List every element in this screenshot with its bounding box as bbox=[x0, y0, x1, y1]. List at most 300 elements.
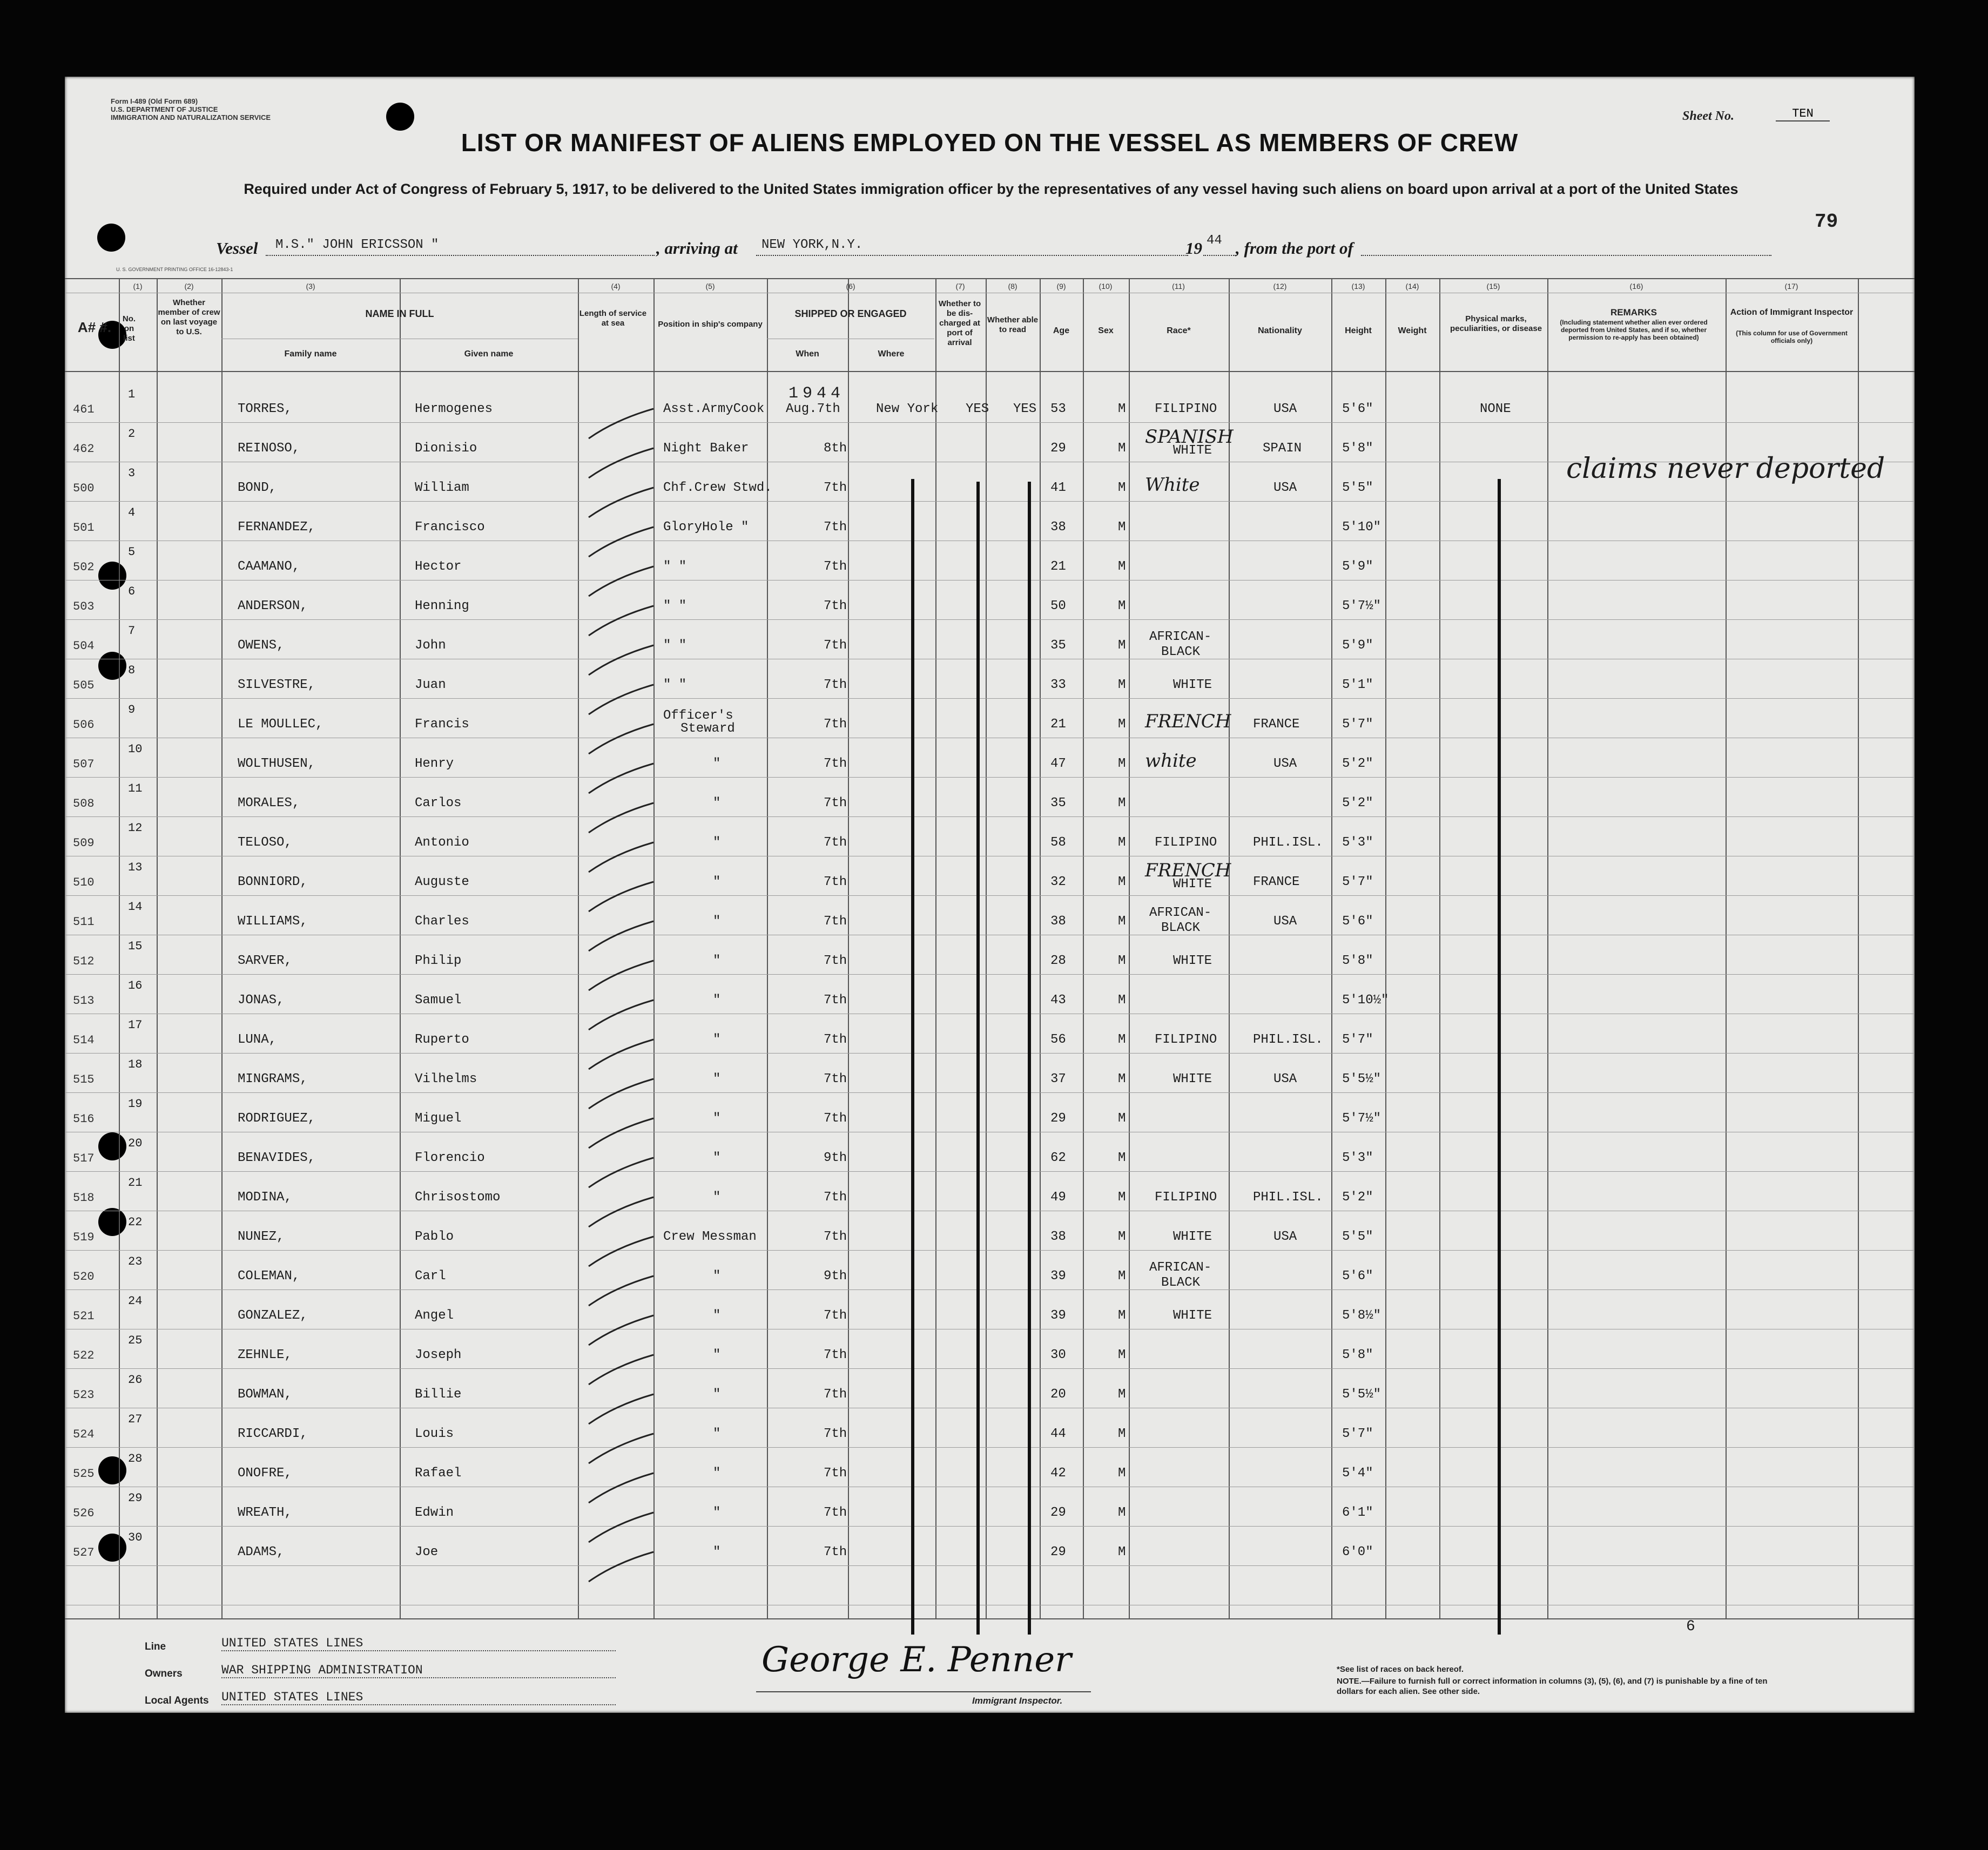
arriving-label: , arriving at bbox=[656, 239, 738, 258]
row-able-read: YES bbox=[1013, 402, 1037, 416]
row-height: 5'5½" bbox=[1342, 1387, 1382, 1402]
row-list-number: 21 bbox=[128, 1176, 143, 1190]
row-when: 7th bbox=[824, 599, 847, 613]
row-when: 7th bbox=[824, 678, 847, 692]
row-sex: M bbox=[1118, 1545, 1126, 1559]
row-when: 7th bbox=[824, 1427, 847, 1441]
row-age: 44 bbox=[1050, 1427, 1066, 1441]
row-position: " bbox=[713, 1151, 721, 1165]
row-list-number: 16 bbox=[128, 979, 143, 992]
row-height: 5'3" bbox=[1342, 835, 1373, 850]
row-family-name: RODRIGUEZ, bbox=[238, 1111, 316, 1126]
row-nationality: SPAIN bbox=[1263, 441, 1302, 456]
row-list-number: 4 bbox=[128, 506, 136, 519]
row-sex: M bbox=[1118, 1505, 1126, 1520]
year-prefix: 19 bbox=[1185, 239, 1202, 258]
row-age: 29 bbox=[1050, 1111, 1066, 1126]
header-length-service: Length of service at sea bbox=[579, 309, 647, 328]
header-sex: Sex bbox=[1098, 326, 1114, 335]
row-position: " bbox=[713, 1387, 721, 1402]
row-height: 5'10" bbox=[1342, 520, 1382, 535]
row-a-number: 513 bbox=[73, 994, 95, 1008]
row-sex: M bbox=[1118, 520, 1126, 535]
row-height: 5'7½" bbox=[1342, 599, 1382, 613]
header-member-last-voyage: Whether member of crew on last voyage to U.S. bbox=[158, 298, 220, 336]
row-sex: M bbox=[1118, 993, 1126, 1008]
row-race: WHITE bbox=[1173, 443, 1212, 458]
row-sex: M bbox=[1118, 1072, 1126, 1086]
row-age: 38 bbox=[1050, 914, 1066, 929]
row-sex: M bbox=[1118, 717, 1126, 732]
row-age: 29 bbox=[1050, 1545, 1066, 1559]
row-family-name: WOLTHUSEN, bbox=[238, 757, 316, 771]
row-height: 5'8½" bbox=[1342, 1308, 1382, 1323]
row-physical-marks: NONE bbox=[1480, 402, 1511, 416]
punch-hole bbox=[98, 652, 126, 680]
row-sex: M bbox=[1118, 481, 1126, 495]
row-race-handwritten: FRENCH bbox=[1145, 860, 1231, 881]
inspector-signature: George E. Penner bbox=[761, 1640, 1072, 1680]
row-age: 58 bbox=[1050, 835, 1066, 850]
row-list-number: 25 bbox=[128, 1334, 143, 1347]
column-number: (6) bbox=[846, 282, 855, 291]
column-divider bbox=[767, 278, 768, 1618]
row-divider bbox=[65, 278, 1915, 279]
row-age: 32 bbox=[1050, 875, 1066, 889]
row-family-name: GONZALEZ, bbox=[238, 1308, 308, 1323]
row-family-name: TORRES, bbox=[238, 402, 292, 416]
header-name-in-full: NAME IN FULL bbox=[365, 308, 434, 319]
row-age: 29 bbox=[1050, 1505, 1066, 1520]
row-given-name: Francis bbox=[415, 717, 469, 732]
row-given-name: Hermogenes bbox=[415, 402, 493, 416]
row-given-name: John bbox=[415, 638, 446, 653]
row-height: 5'6" bbox=[1342, 1269, 1373, 1284]
row-race-handwritten: White bbox=[1145, 474, 1200, 496]
row-divider bbox=[65, 1092, 1915, 1093]
row-when: 7th bbox=[824, 1111, 847, 1126]
row-when: 7th bbox=[824, 638, 847, 653]
header-nationality: Nationality bbox=[1258, 326, 1302, 335]
row-family-name: WREATH, bbox=[238, 1505, 292, 1520]
row-divider bbox=[65, 777, 1915, 778]
row-when: 7th bbox=[824, 835, 847, 850]
line-label: Line bbox=[145, 1641, 166, 1652]
row-height: 5'7" bbox=[1342, 717, 1373, 732]
row-height: 6'0" bbox=[1342, 1545, 1373, 1559]
row-a-number: 500 bbox=[73, 482, 95, 495]
row-list-number: 30 bbox=[128, 1531, 143, 1544]
row-a-number: 525 bbox=[73, 1467, 95, 1481]
row-nationality: PHIL.ISL. bbox=[1253, 1190, 1323, 1205]
row-age: 35 bbox=[1050, 796, 1066, 811]
row-family-name: WILLIAMS, bbox=[238, 914, 308, 929]
row-list-number: 2 bbox=[128, 427, 136, 441]
row-sex: M bbox=[1118, 1190, 1126, 1205]
row-height: 5'7" bbox=[1342, 1427, 1373, 1441]
row-list-number: 22 bbox=[128, 1216, 143, 1229]
row-family-name: MODINA, bbox=[238, 1190, 292, 1205]
row-given-name: Carl bbox=[415, 1269, 446, 1284]
row-race: FILIPINO bbox=[1155, 1190, 1217, 1205]
column-number: (11) bbox=[1172, 282, 1185, 291]
row-when: 7th bbox=[824, 1190, 847, 1205]
row-race-line2: BLACK bbox=[1161, 921, 1201, 935]
row-sex: M bbox=[1118, 1427, 1126, 1441]
row-a-number: 510 bbox=[73, 876, 95, 889]
header-left-margin: A# #. bbox=[77, 319, 112, 335]
row-a-number: 504 bbox=[73, 639, 95, 653]
row-race-line2: BLACK bbox=[1161, 645, 1201, 659]
owners-value: WAR SHIPPING ADMINISTRATION bbox=[221, 1663, 616, 1678]
row-given-name: Henning bbox=[415, 599, 469, 613]
row-family-name: SARVER, bbox=[238, 954, 292, 968]
row-list-number: 20 bbox=[128, 1137, 143, 1150]
service: IMMIGRATION AND NATURALIZATION SERVICE bbox=[111, 113, 271, 121]
row-age: 38 bbox=[1050, 1230, 1066, 1244]
sheet-value: TEN bbox=[1776, 107, 1830, 121]
year-value: 44 bbox=[1207, 233, 1222, 248]
row-sex: M bbox=[1118, 441, 1126, 456]
row-given-name: Miguel bbox=[415, 1111, 462, 1126]
row-when: 7th bbox=[824, 993, 847, 1008]
row-race: WHITE bbox=[1173, 678, 1212, 692]
row-when: 7th bbox=[824, 1308, 847, 1323]
row-a-number: 522 bbox=[73, 1349, 95, 1362]
row-sex: M bbox=[1118, 1032, 1126, 1047]
column-divider bbox=[400, 278, 401, 1618]
row-sex: M bbox=[1118, 1387, 1126, 1402]
row-position: " " bbox=[663, 599, 687, 613]
row-race: WHITE bbox=[1173, 954, 1212, 968]
row-a-number: 511 bbox=[73, 915, 95, 929]
row-list-number: 15 bbox=[128, 940, 143, 953]
column-number: (1) bbox=[133, 282, 143, 291]
row-list-number: 14 bbox=[128, 900, 143, 914]
row-family-name: ADAMS, bbox=[238, 1545, 285, 1559]
row-when: Aug.7th bbox=[786, 402, 840, 416]
row-height: 5'8" bbox=[1342, 1348, 1373, 1362]
vessel-label: Vessel bbox=[216, 239, 258, 258]
row-position: " bbox=[713, 757, 721, 771]
row-a-number: 515 bbox=[73, 1073, 95, 1086]
row-list-number: 13 bbox=[128, 861, 143, 874]
column-divider bbox=[1439, 278, 1440, 1618]
row-position: " bbox=[713, 1545, 721, 1559]
row-position: " bbox=[713, 954, 721, 968]
remarks-handwritten: claims never deported bbox=[1566, 453, 1885, 485]
inspector-label: Immigrant Inspector. bbox=[972, 1696, 1063, 1706]
row-sex: M bbox=[1118, 1308, 1126, 1323]
row-list-number: 3 bbox=[128, 467, 136, 480]
row-a-number: 521 bbox=[73, 1309, 95, 1323]
row-sex: M bbox=[1118, 1151, 1126, 1165]
row-position: " bbox=[713, 1111, 721, 1126]
punch-hole bbox=[98, 562, 126, 590]
ditto-line-read bbox=[1028, 482, 1031, 1635]
row-divider bbox=[65, 895, 1915, 896]
row-sex: M bbox=[1118, 402, 1126, 416]
row-given-name: Henry bbox=[415, 757, 454, 771]
row-nationality: USA bbox=[1273, 914, 1297, 929]
form-info bbox=[111, 97, 271, 121]
row-nationality: USA bbox=[1273, 402, 1297, 416]
row-family-name: LE MOULLEC, bbox=[238, 717, 324, 732]
row-race-handwritten: SPANISH bbox=[1145, 426, 1234, 448]
row-given-name: Antonio bbox=[415, 835, 469, 850]
row-position: " " bbox=[663, 678, 687, 692]
row-divider bbox=[65, 422, 1915, 423]
row-family-name: MORALES, bbox=[238, 796, 300, 811]
row-family-name: ONOFRE, bbox=[238, 1466, 292, 1481]
row-family-name: ZEHNLE, bbox=[238, 1348, 292, 1362]
row-race: WHITE bbox=[1173, 1308, 1212, 1323]
row-age: 43 bbox=[1050, 993, 1066, 1008]
header-discharged: Whether to be dis-charged at port of arrival bbox=[938, 299, 981, 347]
column-number: (16) bbox=[1629, 282, 1643, 291]
column-number: (9) bbox=[1056, 282, 1066, 291]
column-divider bbox=[848, 278, 849, 1618]
row-when: 7th bbox=[824, 1348, 847, 1362]
row-list-number: 6 bbox=[128, 585, 136, 598]
agents-value: UNITED STATES LINES bbox=[221, 1690, 616, 1705]
row-given-name: Angel bbox=[415, 1308, 454, 1323]
row-a-number: 519 bbox=[73, 1231, 95, 1244]
form-number: Form I-489 (Old Form 689) bbox=[111, 97, 198, 105]
row-family-name: REINOSO, bbox=[238, 441, 300, 456]
header-physical-marks: Physical marks, peculiarities, or disease bbox=[1450, 314, 1542, 333]
row-family-name: TELOSO, bbox=[238, 835, 292, 850]
row-given-name: Hector bbox=[415, 559, 462, 574]
punch-hole bbox=[98, 1456, 126, 1484]
row-family-name: MINGRAMS, bbox=[238, 1072, 308, 1086]
row-height: 5'5" bbox=[1342, 481, 1373, 495]
row-sex: M bbox=[1118, 835, 1126, 850]
row-age: 37 bbox=[1050, 1072, 1066, 1086]
row-list-number: 8 bbox=[128, 664, 136, 677]
row-divider bbox=[65, 1368, 1915, 1369]
column-divider bbox=[1385, 278, 1386, 1618]
row-given-name: Francisco bbox=[415, 520, 485, 535]
row-age: 29 bbox=[1050, 441, 1066, 456]
header-weight: Weight bbox=[1398, 326, 1427, 335]
row-age: 39 bbox=[1050, 1269, 1066, 1284]
row-sex: M bbox=[1118, 1230, 1126, 1244]
row-height: 5'8" bbox=[1342, 441, 1373, 456]
row-list-number: 17 bbox=[128, 1018, 143, 1032]
length-service-strokes bbox=[578, 401, 721, 1697]
row-height: 5'5" bbox=[1342, 1230, 1373, 1244]
row-age: 28 bbox=[1050, 954, 1066, 968]
row-age: 21 bbox=[1050, 717, 1066, 732]
row-height: 5'6" bbox=[1342, 914, 1373, 929]
row-when: 7th bbox=[824, 954, 847, 968]
row-when: 7th bbox=[824, 717, 847, 732]
row-position: " bbox=[713, 1072, 721, 1086]
row-height: 5'2" bbox=[1342, 757, 1373, 771]
row-a-number: 502 bbox=[73, 561, 95, 574]
row-position: " bbox=[713, 796, 721, 811]
row-position: " bbox=[713, 1032, 721, 1047]
header-race: Race* bbox=[1167, 326, 1191, 335]
row-family-name: NUNEZ, bbox=[238, 1230, 285, 1244]
row-position: " bbox=[713, 1505, 721, 1520]
row-sex: M bbox=[1118, 599, 1126, 613]
row-family-name: CAAMANO, bbox=[238, 559, 300, 574]
row-list-number: 7 bbox=[128, 624, 136, 638]
row-position-line2: Steward bbox=[680, 721, 735, 736]
punch-hole bbox=[98, 1534, 126, 1562]
line-value: UNITED STATES LINES bbox=[221, 1636, 616, 1651]
column-number: (10) bbox=[1099, 282, 1113, 291]
row-sex: M bbox=[1118, 796, 1126, 811]
row-when: 9th bbox=[824, 1269, 847, 1284]
row-list-number: 10 bbox=[128, 742, 143, 756]
row-divider bbox=[65, 974, 1915, 975]
row-height: 5'7" bbox=[1342, 875, 1373, 889]
row-divider bbox=[65, 1565, 1915, 1566]
row-divider bbox=[65, 1171, 1915, 1172]
column-divider bbox=[1129, 278, 1130, 1618]
row-divider bbox=[65, 1250, 1915, 1251]
row-height: 5'9" bbox=[1342, 559, 1373, 574]
header-remarks: REMARKS bbox=[1610, 307, 1657, 318]
row-list-number: 18 bbox=[128, 1058, 143, 1071]
row-position: " bbox=[713, 993, 721, 1008]
row-where: New York bbox=[876, 402, 939, 416]
row-when: 7th bbox=[824, 1072, 847, 1086]
row-sex: M bbox=[1118, 757, 1126, 771]
page-number: 79 bbox=[1815, 211, 1838, 233]
row-when: 7th bbox=[824, 1230, 847, 1244]
row-height: 6'1" bbox=[1342, 1505, 1373, 1520]
row-family-name: BONNIORD, bbox=[238, 875, 308, 889]
row-race: WHITE bbox=[1173, 1230, 1212, 1244]
row-age: 21 bbox=[1050, 559, 1066, 574]
row-height: 5'7" bbox=[1342, 1032, 1373, 1047]
row-given-name: Carlos bbox=[415, 796, 462, 811]
row-list-number: 24 bbox=[128, 1294, 143, 1308]
row-given-name: Chrisostomo bbox=[415, 1190, 501, 1205]
column-divider bbox=[1040, 278, 1041, 1618]
row-a-number: 512 bbox=[73, 955, 95, 968]
column-divider bbox=[1229, 278, 1230, 1618]
page-title: LIST OR MANIFEST OF ALIENS EMPLOYED ON THE VESSEL AS MEMBERS OF CREW bbox=[461, 129, 1519, 157]
row-age: 49 bbox=[1050, 1190, 1066, 1205]
ditto-line-discharged bbox=[976, 482, 980, 1635]
row-divider bbox=[65, 698, 1915, 699]
row-height: 5'6" bbox=[1342, 402, 1373, 416]
row-height: 5'2" bbox=[1342, 1190, 1373, 1205]
department: U.S. DEPARTMENT OF JUSTICE bbox=[111, 105, 218, 113]
row-age: 42 bbox=[1050, 1466, 1066, 1481]
row-nationality: FRANCE bbox=[1253, 875, 1300, 889]
row-given-name: Florencio bbox=[415, 1151, 485, 1165]
from-label: , from the port of bbox=[1236, 239, 1353, 258]
row-a-number: 508 bbox=[73, 797, 95, 811]
row-family-name: ANDERSON, bbox=[238, 599, 308, 613]
row-a-number: 462 bbox=[73, 442, 95, 456]
row-divider bbox=[65, 501, 1915, 502]
row-race-handwritten: white bbox=[1145, 750, 1197, 772]
punch-hole bbox=[98, 1132, 126, 1160]
manifest-sheet bbox=[65, 77, 1915, 1713]
row-position: Crew Messman bbox=[663, 1230, 757, 1244]
row-given-name: Pablo bbox=[415, 1230, 454, 1244]
owners-label: Owners bbox=[145, 1668, 183, 1679]
column-divider bbox=[1331, 278, 1332, 1618]
row-height: 5'7½" bbox=[1342, 1111, 1382, 1126]
row-position: Asst.ArmyCook bbox=[663, 402, 765, 416]
arriving-value: NEW YORK,N.Y. bbox=[761, 238, 863, 252]
row-position: " bbox=[713, 1427, 721, 1441]
column-number: (13) bbox=[1351, 282, 1365, 291]
row-family-name: FERNANDEZ, bbox=[238, 520, 316, 535]
column-divider bbox=[935, 278, 936, 1618]
row-when: 7th bbox=[824, 875, 847, 889]
row-when: 7th bbox=[824, 1466, 847, 1481]
row-given-name: Auguste bbox=[415, 875, 469, 889]
row-age: 56 bbox=[1050, 1032, 1066, 1047]
row-family-name: BOWMAN, bbox=[238, 1387, 292, 1402]
row-age: 20 bbox=[1050, 1387, 1066, 1402]
row-nationality: FRANCE bbox=[1253, 717, 1300, 732]
header-able-read: Whether able to read bbox=[987, 315, 1039, 334]
row-height: 5'3" bbox=[1342, 1151, 1373, 1165]
row-given-name: Rafael bbox=[415, 1466, 462, 1481]
column-number: (5) bbox=[705, 282, 715, 291]
header-when: When bbox=[796, 349, 819, 359]
row-list-number: 23 bbox=[128, 1255, 143, 1268]
row-a-number: 527 bbox=[73, 1546, 95, 1559]
row-age: 30 bbox=[1050, 1348, 1066, 1362]
ditto-line-marks bbox=[1498, 479, 1501, 1635]
row-a-number: 517 bbox=[73, 1152, 95, 1165]
column-divider bbox=[986, 278, 987, 1618]
row-a-number: 516 bbox=[73, 1112, 95, 1126]
row-a-number: 524 bbox=[73, 1428, 95, 1441]
header-height: Height bbox=[1345, 326, 1372, 335]
column-number: (2) bbox=[184, 282, 194, 291]
row-given-name: Louis bbox=[415, 1427, 454, 1441]
row-race: WHITE bbox=[1173, 877, 1212, 892]
row-age: 33 bbox=[1050, 678, 1066, 692]
row-age: 62 bbox=[1050, 1151, 1066, 1165]
row-when: 7th bbox=[824, 1032, 847, 1047]
row-given-name: Philip bbox=[415, 954, 462, 968]
row-family-name: JONAS, bbox=[238, 993, 285, 1008]
column-divider bbox=[1083, 278, 1084, 1618]
row-a-number: 501 bbox=[73, 521, 95, 535]
row-given-name: Edwin bbox=[415, 1505, 454, 1520]
row-given-name: Juan bbox=[415, 678, 446, 692]
row-age: 39 bbox=[1050, 1308, 1066, 1323]
row-nationality: PHIL.ISL. bbox=[1253, 1032, 1323, 1047]
row-race: FILIPINO bbox=[1155, 402, 1217, 416]
row-a-number: 509 bbox=[73, 836, 95, 850]
row-a-number: 506 bbox=[73, 718, 95, 732]
row-given-name: William bbox=[415, 481, 469, 495]
row-position: Night Baker bbox=[663, 441, 749, 456]
row-nationality: USA bbox=[1273, 1072, 1297, 1086]
row-position: Chf.Crew Stwd. bbox=[663, 481, 772, 495]
agents-label: Local Agents bbox=[145, 1695, 209, 1706]
row-when: 7th bbox=[824, 481, 847, 495]
row-when: 7th bbox=[824, 520, 847, 535]
row-a-number: 518 bbox=[73, 1191, 95, 1205]
row-a-number: 507 bbox=[73, 758, 95, 771]
row-sex: M bbox=[1118, 559, 1126, 574]
